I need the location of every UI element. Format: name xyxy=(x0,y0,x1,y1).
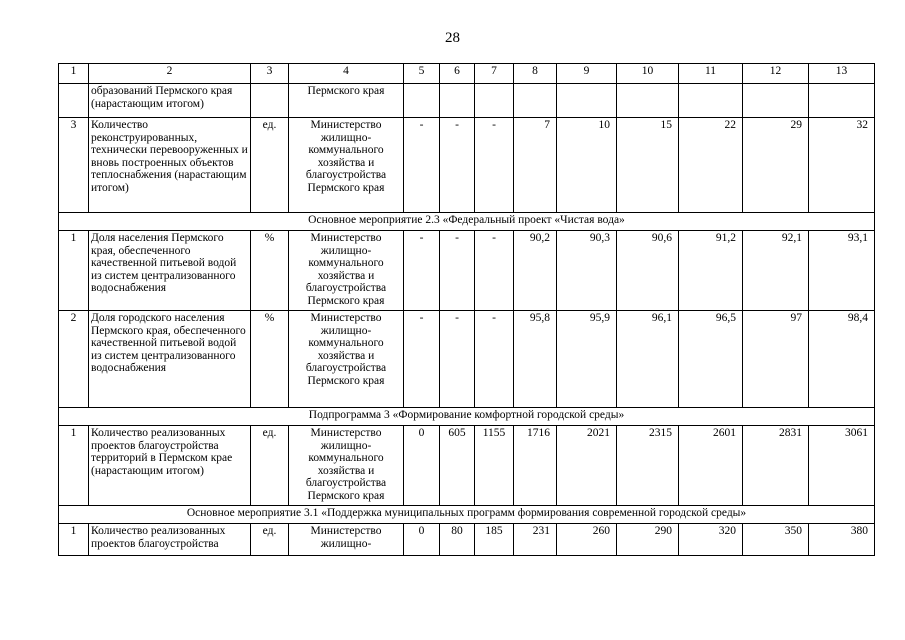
table-row xyxy=(59,524,875,556)
page-number: 28 xyxy=(445,30,460,46)
value-cell: - xyxy=(404,311,440,408)
unit-cell: % xyxy=(251,311,289,408)
value-cell: - xyxy=(404,231,440,311)
value-cell: 2315 xyxy=(617,426,679,506)
header-cell: 10 xyxy=(617,64,679,84)
value-cell: 93,1 xyxy=(809,231,875,311)
header-cell: 6 xyxy=(440,64,475,84)
value-cell: 380 xyxy=(809,524,875,556)
value-cell xyxy=(475,84,514,118)
value-cell: - xyxy=(440,311,475,408)
value-cell: 2021 xyxy=(557,426,617,506)
value-cell: 7 xyxy=(514,118,557,213)
value-cell: 10 xyxy=(557,118,617,213)
value-cell: 97 xyxy=(743,311,809,408)
value-cell: 29 xyxy=(743,118,809,213)
value-cell: 231 xyxy=(514,524,557,556)
header-cell: 8 xyxy=(514,64,557,84)
section-title: Основное мероприятие 2.3 «Федеральный проект «Чистая вода» xyxy=(59,213,875,231)
value-cell: 15 xyxy=(617,118,679,213)
value-cell xyxy=(440,84,475,118)
value-cell: 185 xyxy=(475,524,514,556)
header-cell: 11 xyxy=(679,64,743,84)
value-cell: 96,1 xyxy=(617,311,679,408)
table-row xyxy=(59,84,875,118)
ministry-cell: Пермского края xyxy=(289,84,404,118)
ministry-cell: Министерство жилищно- xyxy=(289,524,404,556)
row-number: 1 xyxy=(59,426,89,506)
value-cell: - xyxy=(440,118,475,213)
header-cell: 4 xyxy=(289,64,404,84)
row-number: 1 xyxy=(59,524,89,556)
header-cell: 3 xyxy=(251,64,289,84)
value-cell: 320 xyxy=(679,524,743,556)
value-cell: 90,3 xyxy=(557,231,617,311)
value-cell xyxy=(404,84,440,118)
header-cell: 13 xyxy=(809,64,875,84)
indicator-name: образований Пермского края (нарастающим итогом) xyxy=(89,84,251,118)
section-row xyxy=(59,506,875,524)
section-title: Подпрограмма 3 «Формирование комфортной городской среды» xyxy=(59,408,875,426)
unit-cell: ед. xyxy=(251,524,289,556)
value-cell: - xyxy=(475,118,514,213)
unit-cell: ед. xyxy=(251,118,289,213)
section-row xyxy=(59,213,875,231)
indicator-name: Количество реализованных проектов благоустройства xyxy=(89,524,251,556)
value-cell: 90,6 xyxy=(617,231,679,311)
indicator-name: Количество реализованных проектов благоустройства территорий в Пермском крае (нарастающим итогом) xyxy=(89,426,251,506)
value-cell: 95,8 xyxy=(514,311,557,408)
value-cell: - xyxy=(404,118,440,213)
value-cell: 95,9 xyxy=(557,311,617,408)
value-cell: 350 xyxy=(743,524,809,556)
indicator-name: Количество реконструированных, технически перевооруженных и вновь построенных объектов теплоснабжения (нарастающим итогом) xyxy=(89,118,251,213)
value-cell xyxy=(557,84,617,118)
value-cell: 80 xyxy=(440,524,475,556)
value-cell xyxy=(809,84,875,118)
section-title: Основное мероприятие 3.1 «Поддержка муниципальных программ формирования современной городской среды» xyxy=(59,506,875,524)
value-cell xyxy=(514,84,557,118)
unit-cell xyxy=(251,84,289,118)
ministry-cell: Министерство жилищно-коммунального хозяйства и благоустройства Пермского края xyxy=(289,311,404,408)
value-cell: 3061 xyxy=(809,426,875,506)
indicator-name: Доля городского населения Пермского края, обеспеченного качественной питьевой водой из систем централизованного водоснабжения xyxy=(89,311,251,408)
value-cell: 92,1 xyxy=(743,231,809,311)
ministry-cell: Министерство жилищно-коммунального хозяйства и благоустройства Пермского края xyxy=(289,426,404,506)
value-cell xyxy=(617,84,679,118)
value-cell: 22 xyxy=(679,118,743,213)
value-cell: 1716 xyxy=(514,426,557,506)
value-cell: 1155 xyxy=(475,426,514,506)
value-cell xyxy=(743,84,809,118)
header-cell: 1 xyxy=(59,64,89,84)
value-cell: 0 xyxy=(404,524,440,556)
header-row xyxy=(59,64,875,84)
value-cell: 290 xyxy=(617,524,679,556)
ministry-cell: Министерство жилищно-коммунального хозяйства и благоустройства Пермского края xyxy=(289,231,404,311)
value-cell: 0 xyxy=(404,426,440,506)
ministry-cell: Министерство жилищно-коммунального хозяйства и благоустройства Пермского края xyxy=(289,118,404,213)
header-cell: 12 xyxy=(743,64,809,84)
value-cell: - xyxy=(475,311,514,408)
header-cell: 5 xyxy=(404,64,440,84)
unit-cell: % xyxy=(251,231,289,311)
row-number: 2 xyxy=(59,311,89,408)
header-cell: 7 xyxy=(475,64,514,84)
value-cell: 90,2 xyxy=(514,231,557,311)
indicator-name: Доля населения Пермского края, обеспеченного качественной питьевой водой из систем централизованного водоснабжения xyxy=(89,231,251,311)
value-cell xyxy=(679,84,743,118)
table-row xyxy=(59,118,875,213)
row-number xyxy=(59,84,89,118)
table-row xyxy=(59,231,875,311)
row-number: 3 xyxy=(59,118,89,213)
header-cell: 2 xyxy=(89,64,251,84)
indicator-table xyxy=(58,63,874,556)
row-number: 1 xyxy=(59,231,89,311)
header-cell: 9 xyxy=(557,64,617,84)
table-row xyxy=(59,311,875,408)
value-cell: 98,4 xyxy=(809,311,875,408)
value-cell: - xyxy=(440,231,475,311)
value-cell: 32 xyxy=(809,118,875,213)
value-cell: - xyxy=(475,231,514,311)
value-cell: 605 xyxy=(440,426,475,506)
value-cell: 91,2 xyxy=(679,231,743,311)
value-cell: 260 xyxy=(557,524,617,556)
value-cell: 2831 xyxy=(743,426,809,506)
value-cell: 2601 xyxy=(679,426,743,506)
table-row xyxy=(59,426,875,506)
value-cell: 96,5 xyxy=(679,311,743,408)
unit-cell: ед. xyxy=(251,426,289,506)
section-row xyxy=(59,408,875,426)
